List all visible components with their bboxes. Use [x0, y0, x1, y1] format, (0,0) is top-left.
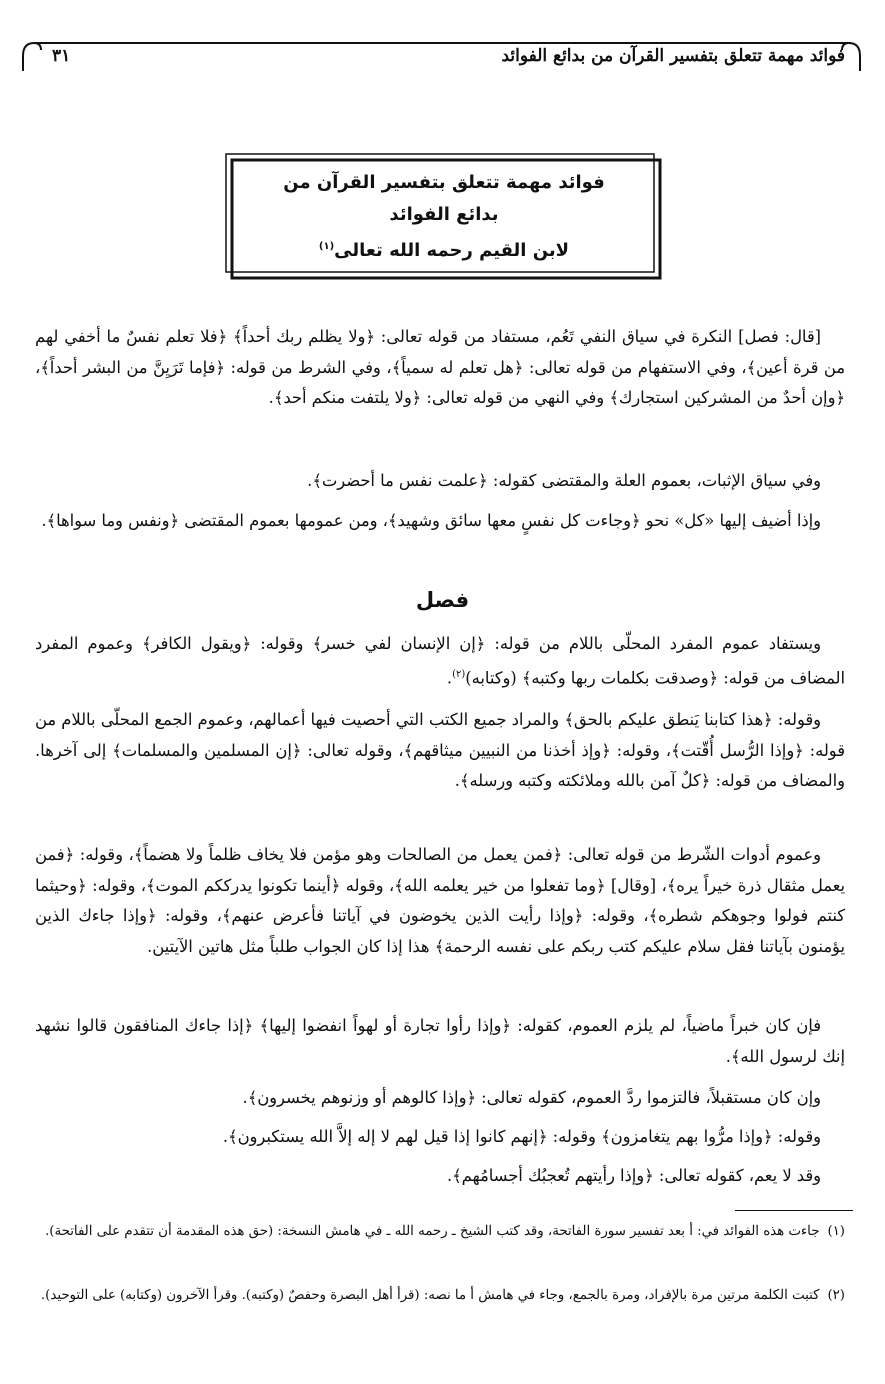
- footnote-ref: (١): [318, 241, 335, 252]
- paragraph-6: وعموم أدوات الشّرط من قوله تعالى: ﴿فمن يعمل من الصالحات وهو مؤمن فلا يخاف ظلماً ولا هضماً﴾، وقوله: ﴿فمن يعمل مثقال ذرة خيراً يره﴾، [وقال] ﴿وما تفعلوا من خير يعلمه الله﴾، وقوله ﴿أينما تكونوا يدرككم الموت﴾، وقوله: ﴿وحيثما كنتم فولوا وجوهكم شطره﴾، وقوله: ﴿وإذا رأيت الذين يخوضون في آياتنا فأعرض عنهم﴾، وقوله: ﴿وإذا جاءك الذين يؤمنون بآياتنا فقل سلام عليكم كتب ربكم على نفسه الرحمة﴾ هذا إذا كان الجواب طلباً مثل هاتين الآيتين.: [35, 845, 845, 956]
- chapter-title: [225, 167, 663, 267]
- paragraph-4: ويستفاد عموم المفرد المحلّى باللام من قوله: ﴿إن الإنسان لفي خسر﴾ وقوله: ﴿ويقول الكافر﴾ وعموم المفرد المضاف من قوله: ﴿وصدقت بكلمات ربها وكتبه﴾ (وكتابه)$^{(٢)}$.: [35, 634, 845, 687]
- title-line-3: لابن القيم رحمه الله تعالى$^{(١)}$: [318, 240, 570, 261]
- paragraph-1: [قال: فصل] النكرة في سياق النفي تَعُم، مستفاد من قوله تعالى: ﴿ولا يظلم ربك أحداً﴾ ﴿فلا تعلم نفسٌ ما أخفي لهم من قرة أعين﴾، وفي الاستفهام من قوله تعالى: ﴿هل تعلم له سمياً﴾، وفي الشرط من قوله: ﴿فإما تَرَيِنَّ من البشر أحداً﴾، ﴿وإن أحدٌ من المشركين استجارك﴾ وفي النهي من قوله تعالى: ﴿ولا يلتفت منكم أحد﴾.: [35, 327, 845, 407]
- title-box: [225, 153, 663, 280]
- running-title: فوائد مهمة تتعلق بتفسير القرآن من بدائع الفوائد: [501, 46, 845, 66]
- footnote-separator: [735, 1210, 853, 1211]
- paragraph-8: وإن كان مستقبلاً، فالتزموا ردَّ العموم، كقوله تعالى: ﴿وإذا كالوهم أو وزنوهم يخسرون﴾.: [242, 1088, 821, 1107]
- footnote-ref: (٢): [452, 668, 466, 680]
- paragraph-5: وقوله: ﴿هذا كتابنا يَنطق عليكم بالحق﴾ والمراد جميع الكتب التي أحصيت فيها أعمالهم، وعموم الجمع المحلّى باللام من قوله: ﴿وإذا الرُّسل أُقّتت﴾، وقوله: ﴿وإذ أخذنا من النبيين ميثاقهم﴾، وقوله تعالى: ﴿إن المسلمين والمسلمات﴾ إلى آخرها. والمضاف من قوله: ﴿كلٌ آمن بالله وملائكته وكتبه ورسله﴾.: [35, 710, 845, 790]
- title-line-1: فوائد مهمة تتعلق بتفسير القرآن من: [283, 172, 605, 193]
- section-heading: فصل: [415, 588, 470, 612]
- title-line-2: بدائع الفوائد: [389, 204, 499, 225]
- footnote-2: (٢)كتبت الكلمة مرتين مرة بالإفراد، ومرة بالجمع، وجاء في هامش أ ما نصه: (قرأ أهل البصرة وحفصٌ (وكتبه). وقرأ الآخرون (وكتابه) على التوحيد).: [40, 1288, 845, 1303]
- paragraph-7: فإن كان خبراً ماضياً، لم يلزم العموم، كقوله: ﴿وإذا رأوا تجارة أو لهواً انفضوا إليها﴾ ﴿إذا جاءك المنافقون قالوا نشهد إنك لرسول الله﴾.: [35, 1016, 845, 1066]
- page-number: ٣١: [52, 46, 71, 66]
- paragraph-3: وإذا أضيف إليها «كل» نحو ﴿وجاءت كل نفسٍ معها سائق وشهيد﴾، ومن عمومها بعموم المقتضى ﴿ونفس وما سواها﴾.: [41, 511, 821, 530]
- paragraph-9: وقوله: ﴿وإذا مرُّوا بهم يتغامزون﴾ وقوله: ﴿إنهم كانوا إذا قيل لهم لا إله إلاَّ الله يستكبرون﴾.: [222, 1127, 821, 1146]
- running-header: [20, 40, 863, 76]
- paragraph-10: وقد لا يعم، كقوله تعالى: ﴿وإذا رأيتهم تُعجبُك أجسامُهم﴾.: [446, 1166, 821, 1185]
- footnote-1: (١)جاءت هذه الفوائد في: أ بعد تفسير سورة الفاتحة، وقد كتب الشيخ ـ رحمه الله ـ في هامش النسخة: (حق هذه المقدمة أن تتقدم على الفاتحة).: [45, 1224, 845, 1239]
- paragraph-2: وفي سياق الإثبات، بعموم العلة والمقتضى كقوله: ﴿علمت نفس ما أحضرت﴾.: [307, 471, 821, 490]
